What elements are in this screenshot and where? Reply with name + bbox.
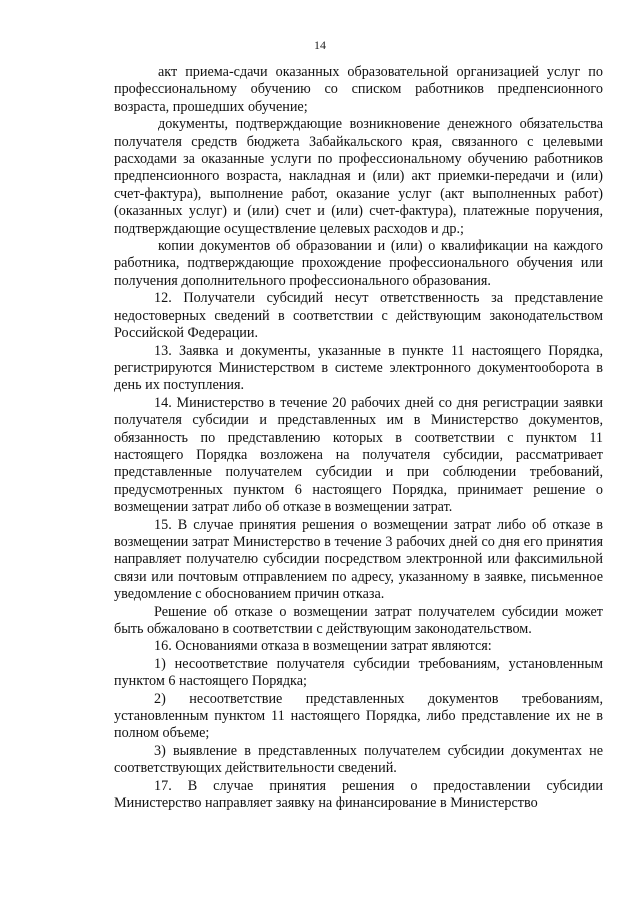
paragraph-reason-3: 3) выявление в представленных получателем субсидии документах не соответствующих действительности сведений. [114,742,603,777]
paragraph-appeal: Решение об отказе о возмещении затрат получателем субсидии может быть обжаловано в соответствии с действующим законодательством. [114,603,603,637]
paragraph-clause-16: 16. Основаниями отказа в возмещении затрат являются: [154,638,492,655]
paragraph-reason-1: 1) несоответствие получателя субсидии требованиям, установленным пунктом 6 настоящего Порядка; [114,655,603,690]
page-number: 14 [314,38,326,52]
paragraph-clause-12: 12. Получатели субсидий несут ответственность за представление недостоверных сведений в соответствии с действующим законодательством Российской Федерации. [114,290,603,342]
paragraph-clause-13: 13. Заявка и документы, указанные в пункте 11 настоящего Порядка, регистрируются Министерством в системе электронного документооборота в день их поступления. [114,342,603,394]
paragraph-clause-15: 15. В случае принятия решения о возмещении затрат либо об отказе в возмещении затрат Министерство в течение 3 рабочих дней со дня его принятия направляет получателю субсидии посредством электронной или факсимильной связи или почтовым отправлением по адресу, указанному в заявке, письменное уведомление с обоснованием причин отказа. [114,516,603,603]
document-body [114,64,603,812]
paragraph-acceptance-act: акт приема-сдачи оказанных образовательной организацией услуг по профессиональному обучению со списком работников предпенсионного возраста, прошедших обучение; [114,64,603,115]
paragraph-reason-2: 2) несоответствие представленных документов требованиям, установленным пунктом 11 настоящего Порядка, либо представление их не в полном объеме; [114,690,603,742]
paragraph-clause-14: 14. Министерство в течение 20 рабочих дней со дня регистрации заявки получателя субсидии и представленных им в Министерство документов, обязанность по представлению которых в соответствии с пунктом 11 настоящего Порядка возложена на получателя субсидии, рассматривает представленные получателем субсидии и при соблюдении требований, предусмотренных пунктом 6 настоящего Порядка, принимает решение о возмещении затрат либо об отказе в возмещении затрат. [114,394,603,516]
paragraph-clause-17: 17. В случае принятия решения о предоставлении субсидии Министерство направляет заявку на финансирование в Министерство [114,777,603,812]
paragraph-supporting-documents: документы, подтверждающие возникновение денежного обязательства получателя средств бюджета Забайкальского края, связанного с целевыми расходами за оказанные услуги по профессиональному обучению работников предпенсионного возраста, накладная и (или) акт приемки-передачи и (или) счет-фактура), выполнение работ, оказание услуг (акт выполненных работ) (оказанных услуг) и (или) счет и (или) счет-фактура), платежные поручения, подтверждающие осуществление целевых расходов и др.; [114,116,603,237]
paragraph-education-copies: копии документов об образовании и (или) о квалификации на каждого работника, подтверждающие прохождение профессионального обучения или получения дополнительного профессионального образования. [114,238,603,289]
